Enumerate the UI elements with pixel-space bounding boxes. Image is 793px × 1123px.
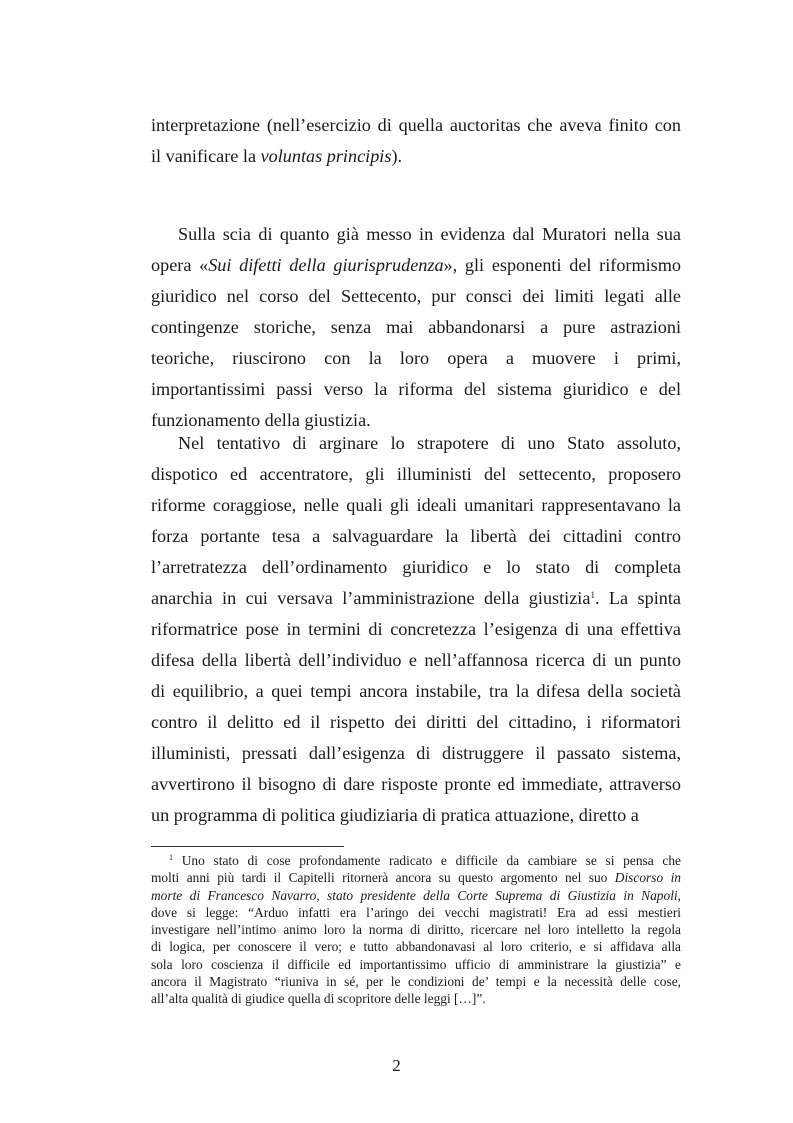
text-line: Nel tentativo di arginare lo strapotere di uno Stato assoluto,: [178, 433, 681, 453]
text-line: un programma di politica giudiziaria di pratica attuazione, diretto a: [151, 805, 639, 825]
text-line: illuministi, pressati dall’esigenza di distruggere il passato sistema,: [151, 743, 681, 763]
footnote-line: di logica, per conoscere il vero; e tutto abbandonavasi al loro criterio, e si affidava alla: [151, 939, 681, 955]
text-line: funzionamento della giustizia.: [151, 410, 371, 430]
text-line: contingenze storiche, senza mai abbandonarsi a pure astrazioni: [151, 317, 681, 337]
footnote-line: dove si legge: “Arduo infatti era l’aringo dei vecchi magistrati! Era ad essi mestieri: [151, 904, 681, 920]
footnote-line: ancora il Magistrato “riuniva in sé, per le condizioni de’ tempi e la necessità delle cose,: [151, 974, 681, 990]
footnote-line: sola loro coscienza il difficile ed importantissimo ufficio di amministrare la giustizia” e: [151, 956, 681, 972]
footnote-line: all’alta qualità di giudice quella di scopritore delle leggi […]”.: [151, 991, 486, 1007]
text-line: avvertirono il bisogno di dare risposte pronte ed immediate, attraverso: [151, 774, 681, 794]
text-line: riforme coraggiose, nelle quali gli ideali umanitari rappresentavano la: [151, 495, 681, 515]
text-line: l’arretratezza dell’ordinamento giuridico e lo stato di completa: [151, 557, 681, 577]
footnote-separator: [151, 846, 344, 847]
text-line: giuridico nel corso del Settecento, pur consci dei limiti legati alle: [151, 286, 681, 306]
page-number: 2: [392, 1056, 401, 1075]
text-line: dispotico ed accentratore, gli illuministi del settecento, proposero: [151, 464, 681, 484]
text-line: teoriche, riuscirono con la loro opera a muovere i primi,: [151, 348, 681, 368]
text-line: riformatrice pose in termini di concretezza l’esigenza di una effettiva: [151, 619, 681, 639]
text-line: Sulla scia di quanto già messo in evidenza dal Muratori nella sua: [178, 224, 681, 244]
text-line: interpretazione (nell’esercizio di quella auctoritas che aveva finito con: [151, 115, 681, 135]
footnote-line: investigare nell’intimo animo loro la norma di diritto, ricercare nel loro intelletto la regola: [151, 922, 681, 938]
text-line: anarchia in cui versava l’amministrazione della giustizia$^1$. La spinta: [151, 588, 681, 608]
footnote-marker: 1: [169, 853, 173, 862]
footnote-line: molti anni più tardi il Capitelli ritornerà ancora su questo argomento nel suo Discorso in: [151, 870, 681, 886]
text-line: di equilibrio, a quei tempi ancora instabile, tra la difesa della società: [151, 681, 681, 701]
footnote-1: [151, 852, 681, 1008]
paragraph-1: [151, 110, 681, 172]
text-line: forza portante tesa a salvaguardare la libertà dei cittadini contro: [151, 526, 681, 546]
text-line: importantissimi passi verso la riforma del sistema giuridico e del: [151, 379, 681, 399]
footnote-marker: 1: [590, 590, 595, 600]
text-line: il vanificare la voluntas principis).: [151, 146, 403, 166]
paragraph-3: [151, 428, 681, 831]
footnote-line: morte di Francesco Navarro, stato presidente della Corte Suprema di Giustizia in Napoli,: [151, 887, 681, 903]
paragraph-2: [151, 219, 681, 436]
text-line: contro il delitto ed il rispetto dei diritti del cittadino, i riformatori: [151, 712, 681, 732]
text-line: opera «Sui difetti della giurisprudenza», gli esponenti del riformismo: [151, 255, 682, 275]
footnote-line: $^1$ Uno stato di cose profondamente radicato e difficile da cambiare se si pensa che: [169, 853, 681, 868]
text-line: difesa della libertà dell’individuo e nell’affannosa ricerca di un punto: [151, 650, 681, 670]
